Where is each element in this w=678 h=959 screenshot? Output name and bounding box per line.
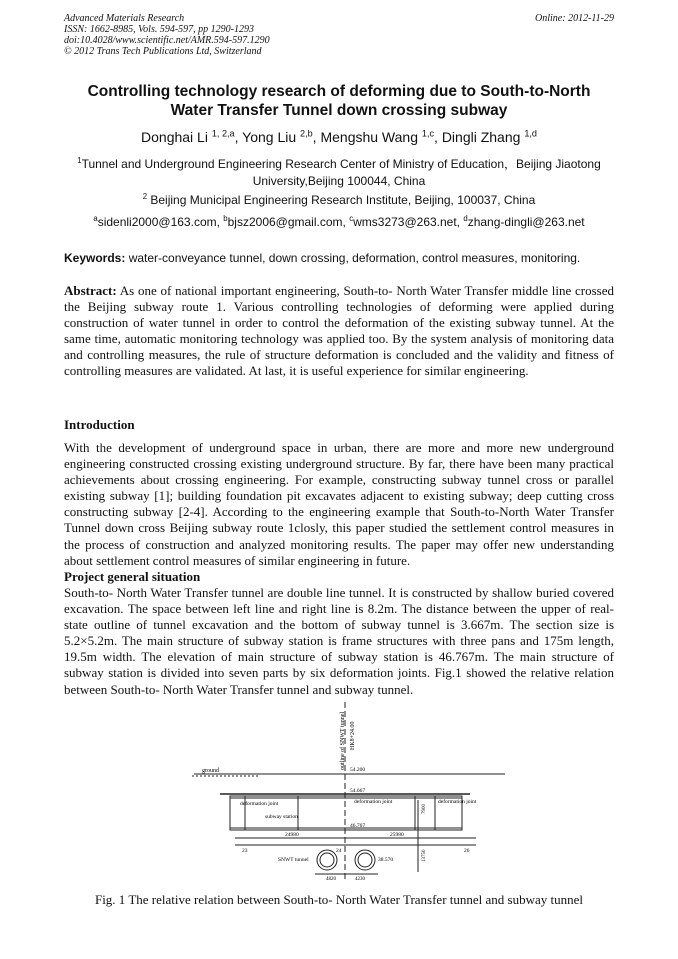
paper-title: [64, 82, 614, 120]
email-mark: b: [223, 214, 228, 223]
email-mark: d: [463, 214, 468, 223]
journal-name: Advanced Materials Research: [64, 13, 185, 24]
email-address: zhang-dingli@263.net: [467, 215, 585, 229]
author-affiliation-mark: 1,c: [421, 128, 435, 139]
author-name: Yong Liu: [242, 129, 297, 145]
introduction-text: With the development of underground space in urban, there are more and more new underground engineering constructed crossing existing underground structure. By far, there have been many practical achievements about crossing engineering. For example, constructing subway tunnel cross or parallel existing subway [1]; building foundation pit excavates adjacent to existing subway; deep cutting cross constructing subway [2-4]. According to the engineering example that South-to-North Water Transfer Tunnel down cross Beijing subway route 1closly, this paper studied the settlement control measures in the process of construction and analyzed monitoring results. The paper may offer new understanding about settlement control measures of similar engineering in future.: [64, 440, 614, 568]
author-list: Donghai Li $^{1, 2,a}$, Yong Liu $^{2,b}$, Mengshu Wang $^{1,c}$, Dingli Zhang $^{1,d}$: [141, 128, 537, 145]
label-elev-top: 54.200: [350, 767, 366, 773]
email-mark: a: [93, 214, 98, 223]
email-address: wms3273@263.net,: [353, 215, 464, 229]
label-ground: ground: [202, 768, 219, 774]
label-n-mid: 24: [336, 848, 342, 854]
label-joint-1: deformation joint: [240, 801, 279, 807]
affiliation-text: Tunnel and Underground Engineering Research Center of Ministry of Education，Beijing Jiaotong: [81, 157, 601, 171]
email-address: sidenli2000@163.com,: [97, 215, 224, 229]
label-dim-4: 4820: [326, 877, 336, 882]
affiliation-text: Beijing Municipal Engineering Research Institute, Beijing, 100037, China: [147, 193, 536, 207]
keywords: [64, 250, 614, 266]
label-dim-2: 25980: [390, 832, 404, 838]
figure-1-diagram: [150, 702, 550, 882]
issn: ISSN: 1662-8985, Vols. 594-597, pp 1290-1293: [64, 24, 254, 35]
project-text: South-to- North Water Transfer tunnel are double line tunnel. It is constructed by shallow buried covered excavation. The space between left line and right line is 8.2m. The distance between the upper of real-state outline of tunnel excavation and the bottom of subway tunnel is 3.667m. The section size is 5.2×5.2m. The main structure of subway station is frame structures with three pans and 175m length, 19.5m width. The elevation of main structure of subway station is 46.767m. The main structure of subway station is divided into seven parts by six deformation joints. Fig.1 showed the relative relation between South-to- North Water Transfer tunnel and subway tunnel.: [64, 585, 614, 697]
snwt-tunnel-right-inner: [358, 853, 372, 867]
doi: doi:10.4028/www.scientific.net/AMR.594-597.1290: [64, 35, 270, 46]
label-station-mark: HK8+24.00: [350, 721, 356, 750]
affiliation-text-2: University,Beijing 100044, China: [252, 174, 426, 188]
figure-caption: Fig. 1 The relative relation between South-to- North Water Transfer tunnel and subway tunnel: [94, 892, 584, 907]
label-dim-v1: 7900: [422, 804, 427, 814]
keywords-label: Keywords:: [64, 251, 126, 265]
affiliation-2: [64, 192, 614, 209]
journal-header: [64, 13, 270, 57]
affiliation-mark: 2: [142, 192, 148, 201]
label-n-left: 23: [242, 848, 248, 854]
project-heading: Project general situation: [64, 569, 201, 584]
abstract-text: As one of national important engineering, South-to- North Water Transfer middle line crossed the Beijing subway route 1. Various controlling technologies of deforming were applied during construction of water tunnel in order to control the deformation of the existing subway tunnel. At the same time, automatic monitoring technology was applied too. By the system analysis of monitoring data and controlling measures, the rule of structure deformation is concluded and the validity and fitness of controlling measures are validated. At last, it is useful experience for similar engineering.: [64, 283, 614, 379]
label-n-right: 26: [464, 848, 470, 854]
label-outline: outline of SNWT tunnel: [340, 711, 346, 770]
label-elev-floor: 46.767: [350, 823, 366, 829]
label-dim-v2: 13750: [422, 849, 427, 862]
label-elev-tunnel: 38.570: [378, 857, 394, 863]
author-name: Mengshu Wang: [320, 129, 418, 145]
label-subway-station: subway station: [265, 814, 298, 820]
label-snwt-tunnel: SNWT tunnel: [278, 857, 309, 863]
snwt-tunnel-left-inner: [320, 853, 334, 867]
author-name: Donghai Li: [141, 129, 208, 145]
label-joint-3: deformation joint: [438, 799, 477, 805]
affiliation-mark: 1: [77, 156, 82, 165]
abstract: [64, 283, 614, 380]
email-list: [64, 214, 614, 231]
author-affiliation-mark: 1, 2,a: [211, 128, 235, 139]
label-elev-roof: 54.667: [350, 788, 366, 794]
label-joint-2: deformation joint: [354, 799, 393, 805]
copyright: © 2012 Trans Tech Publications Ltd, Switzerland: [64, 46, 262, 57]
online-date: Online: 2012-11-29: [535, 13, 614, 24]
affiliation-1: [64, 156, 614, 190]
label-dim-5: 4230: [355, 877, 365, 882]
abstract-label: Abstract:: [64, 283, 117, 298]
title-line-2: Water Transfer Tunnel down crossing subway: [170, 102, 508, 119]
email-mark: c: [349, 214, 354, 223]
author-affiliation-mark: 2,b: [300, 128, 313, 139]
email-address: bjsz2006@gmail.com,: [227, 215, 350, 229]
introduction-heading: Introduction: [64, 417, 135, 432]
label-dim-1: 24980: [285, 832, 299, 838]
title-line-1: Controlling technology research of deforming due to South-to-North: [87, 83, 591, 100]
keywords-text: water-conveyance tunnel, down crossing, deformation, control measures, monitoring.: [125, 251, 581, 265]
author-name: Dingli Zhang: [441, 129, 521, 145]
author-affiliation-mark: 1,d: [524, 128, 537, 139]
